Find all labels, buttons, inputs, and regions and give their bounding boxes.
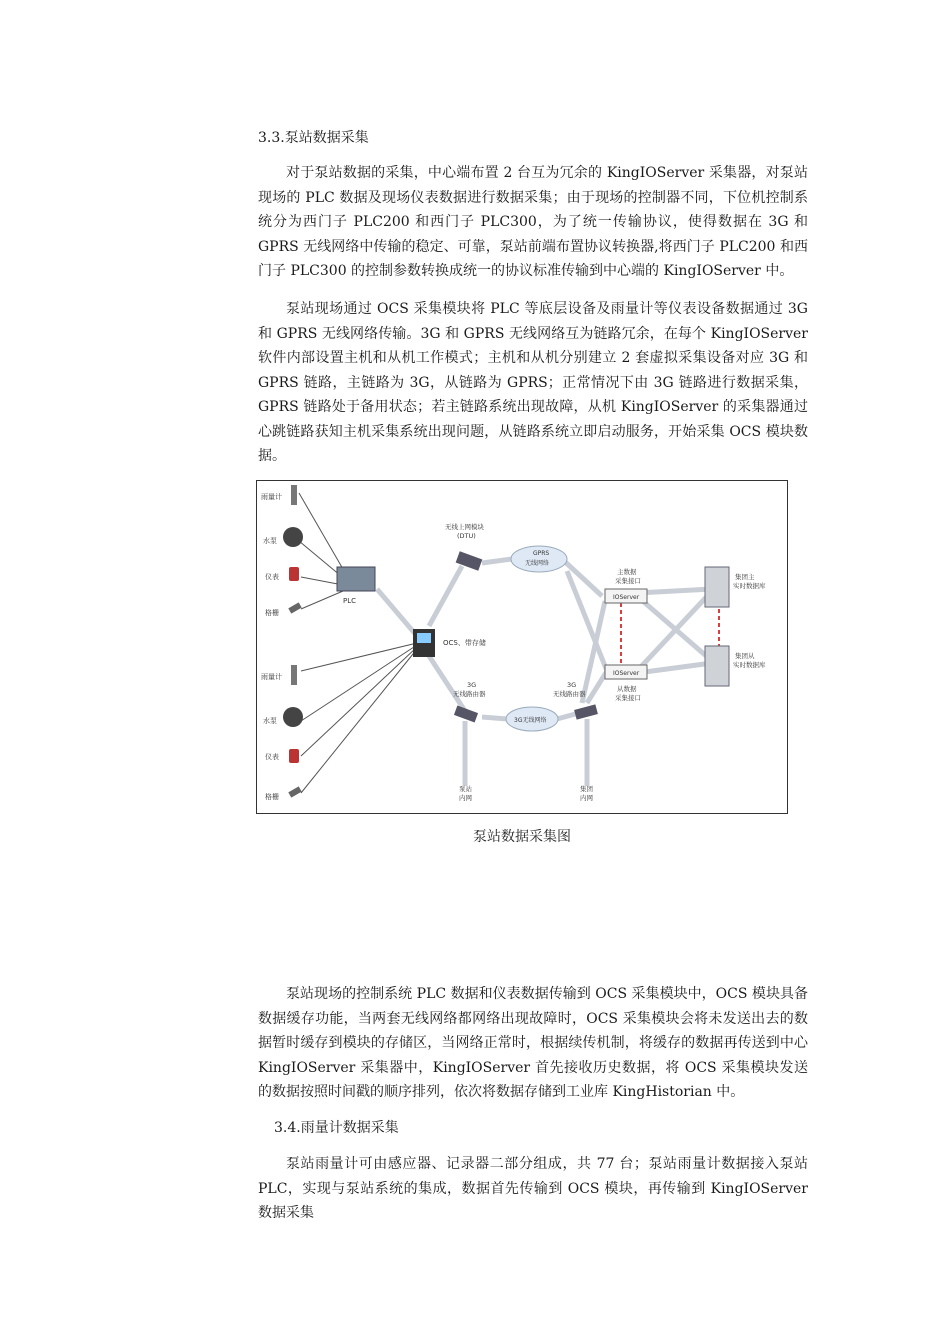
label-ocs: OCS、带存储 [443,639,486,647]
label-grille-2: 格栅 [265,793,279,801]
label-db-master-1: 集团主 [735,573,755,581]
label-rain-gauge: 雨量计 [261,493,282,501]
label-db-slave-1: 集团从 [735,652,755,660]
label-grille: 格栅 [265,609,279,617]
section-3-4-paragraph: 泵站雨量计可由感应器、记录器二部分组成，共 77 台；泵站雨量计数据接入泵站 PLC，实现与泵站系统的集成，数据首先传输到 OCS 模块，再传输到 KingIOServer 数据采集 [258,1156,808,1221]
label-router-1a: 3G [467,681,477,689]
pump-icon [283,527,303,547]
label-db-slave-2: 实时数据库 [733,661,766,669]
pump-station-diagram [256,480,788,814]
label-dtu-2: (DTU) [457,532,476,540]
pump-icon-2 [283,707,303,727]
figure-caption: 泵站数据采集图 [473,829,571,845]
db-master-server-icon [705,567,729,607]
meter-icon [289,567,299,581]
label-station-net-2: 内网 [459,794,472,802]
label-pump-2: 水泵 [263,717,277,725]
label-group-net-1: 集团 [580,785,593,793]
label-master-1: 主数据 [617,568,637,576]
label-meter-2: 仪表 [265,753,279,761]
network-links [377,559,712,786]
label-3g-net: 3G无线网络 [514,717,547,724]
after-figure-paragraph: 泵站现场的控制系统 PLC 数据和仪表数据传输到 OCS 采集模块中，OCS 模块具备数据缓存功能，当两套无线网络都网络出现故障时，OCS 采集模块会将未发送出去的数据暂时缓存到模块的存储区，当网络正常时，根据续传机制，将缓存的数据再传送到中心 KingIOServer 采集器中，KingIOServer 首先接收历史数据，将 OCS 采集模块发送的数据按照时间戳的顺序排列，依次将数据存储到工业库 KingHistorian 中。 [258,986,808,1100]
label-dtu-1: 无线上网模块 [445,523,484,531]
rain-gauge-icon [291,485,297,505]
label-rain-gauge-2: 雨量计 [261,673,282,681]
label-ioserver-slave: IOServer [613,670,640,677]
label-master-2: 采集接口 [615,577,641,585]
section-3-4-heading: 3.4.雨量计数据采集 [274,1120,399,1136]
label-gprs-1: GPRS [533,550,550,557]
section-3-3-paragraph-2: 泵站现场通过 OCS 采集模块将 PLC 等底层设备及雨量计等仪表设备数据通过 3G 和 GPRS 无线网络传输。3G 和 GPRS 无线网络互为链路冗余，在每个 KingIOServer 软件内部设置主机和从机工作模式；主机和从机分别建立 2 套虚拟采集设备对应 3G 和 GPRS 链路，主链路为 3G，从链路为 GPRS；正常情况下由 3G 链路进行数据采集，GPRS 链路处于备用状态；若主链路系统出现故障，从机 KingIOServer 的采集器通过心跳链路获知主机采集系统出现问题，从链路系统立即启动服务，开始采集 OCS 模块数据。 [258,301,808,464]
grille-icon-2 [288,786,301,797]
label-router-2b: 无线路由器 [553,690,586,698]
label-pump: 水泵 [263,537,277,545]
label-meter: 仪表 [265,573,279,581]
label-slave-1: 从数据 [617,685,637,693]
section-3-3-paragraph-1: 对于泵站数据的采集，中心端布置 2 台互为冗余的 KingIOServer 采集器，对泵站现场的 PLC 数据及现场仪表数据进行数据采集；由于现场的控制器不同，下位机控制系统分为西门子 PLC200 和西门子 PLC300，为了统一传输协议，使得数据在 3G 和 GPRS 无线网络中传输的稳定、可靠，泵站前端布置协议转换器,将西门子 PLC200 和西门子 PLC300 的控制参数转换成统一的协议标准传输到中心端的 KingIOServer 中。 [258,165,808,279]
label-ioserver-master: IOServer [613,594,640,601]
label-router-2a: 3G [567,681,577,689]
diagram-svg [257,481,786,812]
ocs-screen [417,633,431,643]
label-station-net-1: 泵站 [459,785,472,793]
meter-icon-2 [289,749,299,763]
section-3-3-heading: 3.3.泵站数据采集 [258,130,369,146]
label-gprs-2: 无线网络 [525,560,550,567]
device-links [299,493,417,793]
label-slave-2: 采集接口 [615,694,641,702]
grille-icon [288,602,301,613]
router-icon-2 [574,704,598,719]
label-plc: PLC [343,597,357,605]
plc-icon [337,567,375,591]
label-router-1b: 无线路由器 [453,690,486,698]
rain-gauge-icon-2 [291,665,297,685]
label-group-net-2: 内网 [580,794,593,802]
label-db-master-2: 实时数据库 [733,582,766,590]
db-slave-server-icon [705,646,729,686]
